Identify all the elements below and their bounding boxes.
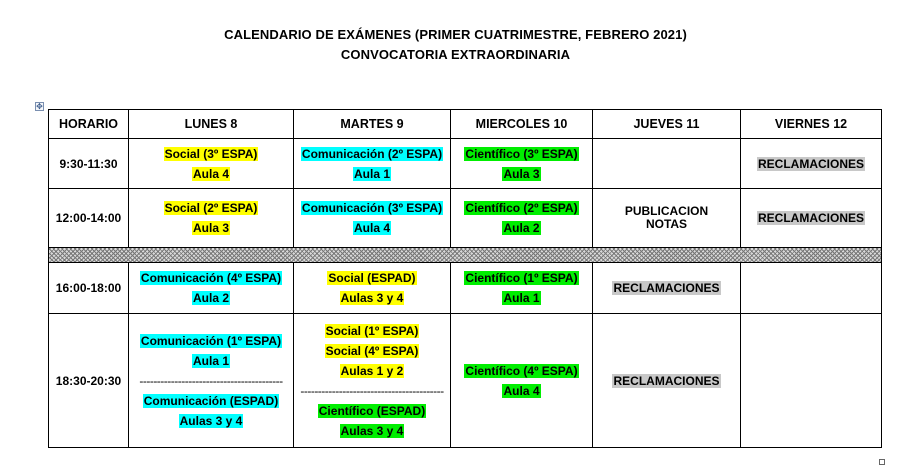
- document-subtitle: CONVOCATORIA EXTRAORDINARIA: [340, 47, 571, 62]
- cell-lunes: [129, 189, 294, 248]
- cell-miercoles: [451, 314, 593, 448]
- exam-room: Aula 4: [503, 383, 540, 398]
- header-miercoles: MIERCOLES 10: [451, 110, 593, 139]
- divider-line: -----------------------------------------: [139, 373, 283, 388]
- notas-label: NOTAS: [645, 217, 688, 231]
- header-viernes: VIERNES 12: [741, 110, 882, 139]
- exam-room: Aula 2: [503, 221, 540, 235]
- header-martes: MARTES 9: [294, 110, 451, 139]
- exam-subject: Comunicación (4º ESPA): [140, 271, 282, 285]
- cell-viernes: [741, 189, 882, 248]
- reclamaciones-label: RECLAMACIONES: [757, 211, 864, 225]
- cell-viernes: [741, 314, 882, 448]
- exam-subject: Social (1º ESPA): [325, 323, 419, 338]
- exam-subject: Científico (2º ESPA): [465, 201, 578, 215]
- time-slot: 16:00-18:00: [49, 263, 129, 314]
- cell-jueves: [593, 314, 741, 448]
- reclamaciones-label: RECLAMACIONES: [613, 281, 720, 295]
- exam-room: Aula 3: [503, 166, 540, 181]
- header-horario: HORARIO: [49, 110, 129, 139]
- exam-room: Aulas 3 y 4: [179, 413, 243, 428]
- exam-schedule-table: [48, 109, 882, 448]
- exam-room: Aulas 3 y 4: [340, 291, 404, 305]
- exam-room: Aula 1: [192, 353, 229, 368]
- exam-subject: Comunicación (1º ESPA): [140, 333, 282, 348]
- exam-room: Aula 4: [353, 221, 390, 235]
- exam-room: Aula 4: [192, 166, 229, 181]
- cell-jueves: [593, 189, 741, 248]
- cell-viernes: [741, 139, 882, 189]
- time-slot: 9:30-11:30: [49, 139, 129, 189]
- exam-subject: Social (2º ESPA): [164, 201, 258, 215]
- exam-subject: Científico (4º ESPA): [465, 363, 578, 378]
- table-row: [49, 139, 882, 189]
- cell-martes: [294, 263, 451, 314]
- document-title: CALENDARIO DE EXÁMENES (PRIMER CUATRIMESTRE, FEBRERO 2021): [224, 27, 687, 42]
- header-jueves: JUEVES 11: [593, 110, 741, 139]
- table-row: [49, 314, 882, 448]
- exam-room: Aulas 3 y 4: [340, 423, 404, 438]
- exam-subject: Científico (ESPAD): [318, 403, 426, 418]
- exam-subject: Social (3º ESPA): [164, 146, 258, 161]
- time-slot: 18:30-20:30: [49, 314, 129, 448]
- exam-subject: Científico (1º ESPA): [465, 271, 578, 285]
- break-separator-row: [49, 248, 882, 263]
- cell-lunes: [129, 314, 294, 448]
- exam-subject: Comunicación (3º ESPA): [301, 201, 443, 215]
- exam-room: Aula 1: [503, 291, 540, 305]
- exam-room: Aulas 1 y 2: [340, 363, 404, 378]
- exam-room: Aula 1: [353, 166, 390, 181]
- header-lunes: LUNES 8: [129, 110, 294, 139]
- exam-subject: Comunicación (ESPAD): [143, 393, 279, 408]
- table-row: [49, 263, 882, 314]
- exam-subject: Social (ESPAD): [328, 271, 416, 285]
- divider-line: -----------------------------------------: [300, 383, 444, 398]
- table-row: [49, 189, 882, 248]
- exam-subject: Social (4º ESPA): [325, 343, 419, 358]
- time-slot: 12:00-14:00: [49, 189, 129, 248]
- exam-subject: Comunicación (2º ESPA): [301, 146, 443, 161]
- table-move-handle-icon[interactable]: ✥: [36, 102, 43, 111]
- break-separator: [49, 248, 882, 263]
- exam-room: Aula 3: [192, 221, 229, 235]
- header-row: [49, 110, 882, 139]
- reclamaciones-label: RECLAMACIONES: [757, 156, 864, 171]
- exam-subject: Científico (3º ESPA): [465, 146, 578, 161]
- cell-martes: [294, 189, 451, 248]
- reclamaciones-label: RECLAMACIONES: [613, 373, 720, 388]
- cell-viernes: [741, 263, 882, 314]
- cell-jueves: [593, 139, 741, 189]
- table-resize-handle[interactable]: [879, 459, 885, 465]
- cell-miercoles: [451, 263, 593, 314]
- cell-lunes: [129, 263, 294, 314]
- cell-lunes: [129, 139, 294, 189]
- cell-martes: [294, 314, 451, 448]
- cell-miercoles: [451, 189, 593, 248]
- publicacion-label: PUBLICACION: [624, 204, 709, 218]
- cell-miercoles: [451, 139, 593, 189]
- cell-martes: [294, 139, 451, 189]
- cell-jueves: [593, 263, 741, 314]
- exam-room: Aula 2: [192, 291, 229, 305]
